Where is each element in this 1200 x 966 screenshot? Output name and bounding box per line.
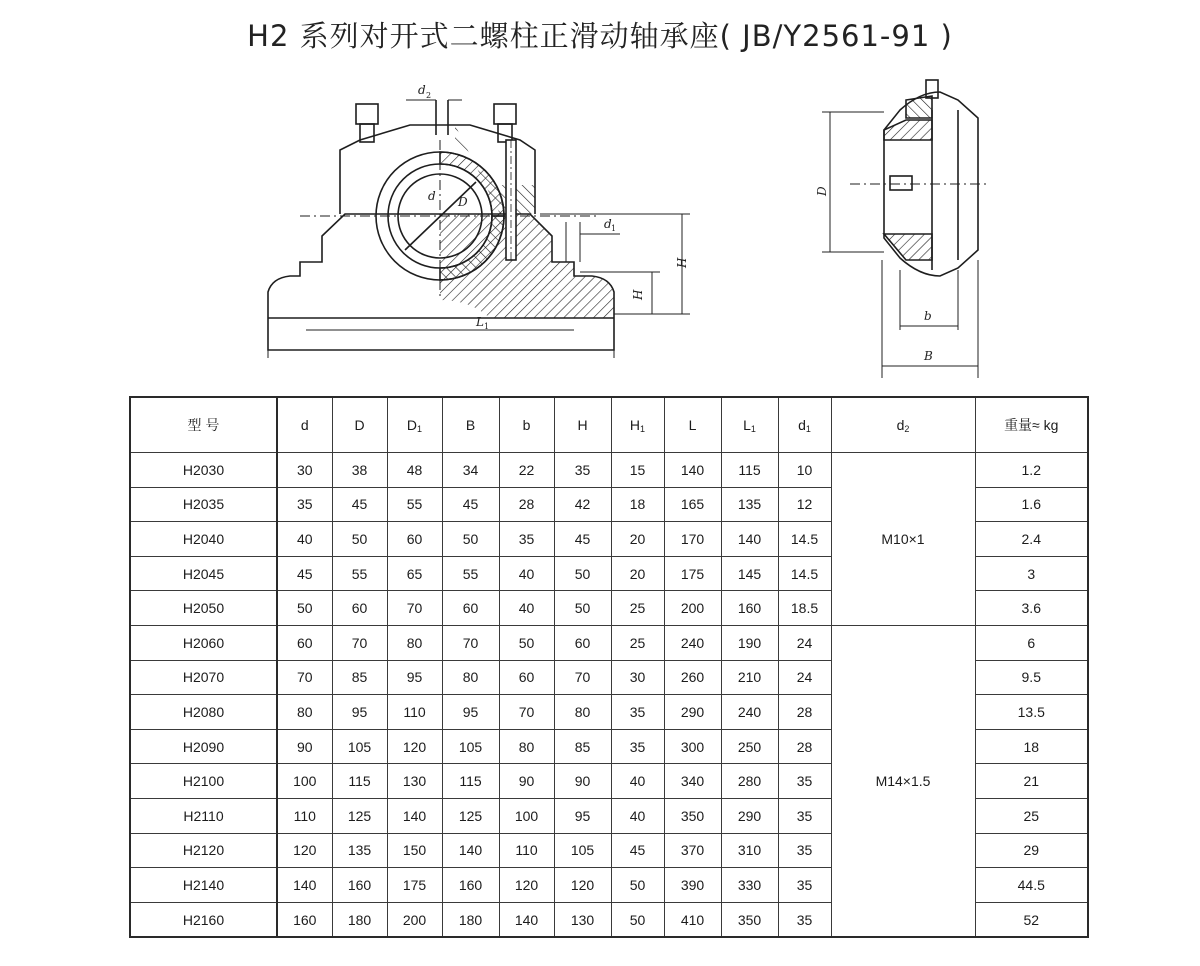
value-cell: 35 — [778, 833, 831, 868]
table-body — [130, 397, 1088, 937]
value-cell: 38 — [332, 453, 387, 488]
value-cell: 95 — [442, 695, 499, 730]
value-cell: 250 — [721, 729, 778, 764]
value-cell: 80 — [554, 695, 611, 730]
value-cell: 35 — [277, 487, 332, 522]
value-cell: 330 — [721, 868, 778, 903]
value-cell: 100 — [499, 798, 554, 833]
value-cell: 30 — [611, 660, 664, 695]
value-cell: 12 — [778, 487, 831, 522]
value-cell: 125 — [332, 798, 387, 833]
value-cell: 60 — [332, 591, 387, 626]
value-cell: 30 — [277, 453, 332, 488]
model-cell: H2035 — [130, 487, 277, 522]
value-cell: 25 — [611, 625, 664, 660]
value-cell: 340 — [664, 764, 721, 799]
column-header: $L_1$ — [721, 397, 778, 453]
value-cell: 390 — [664, 868, 721, 903]
model-cell: H2110 — [130, 798, 277, 833]
model-cell: H2120 — [130, 833, 277, 868]
d2-thread-cell: M10×1 — [831, 453, 975, 626]
value-cell: 95 — [554, 798, 611, 833]
svg-text:1: 1 — [484, 322, 490, 331]
specification-table — [129, 396, 1089, 938]
value-cell: 50 — [554, 556, 611, 591]
value-cell: 410 — [664, 902, 721, 937]
value-cell: 55 — [387, 487, 442, 522]
weight-cell: 2.4 — [975, 522, 1088, 557]
column-header: d — [277, 397, 332, 453]
value-cell: 95 — [332, 695, 387, 730]
value-cell: 60 — [277, 625, 332, 660]
value-cell: 34 — [442, 453, 499, 488]
column-header: $H_1$ — [611, 397, 664, 453]
value-cell: 35 — [778, 902, 831, 937]
value-cell: 120 — [554, 868, 611, 903]
weight-cell: 1.6 — [975, 487, 1088, 522]
column-header: L — [664, 397, 721, 453]
value-cell: 115 — [442, 764, 499, 799]
value-cell: 24 — [778, 660, 831, 695]
column-header: H — [554, 397, 611, 453]
svg-text:H: H — [675, 257, 689, 268]
value-cell: 110 — [387, 695, 442, 730]
value-cell: 70 — [499, 695, 554, 730]
value-cell: 105 — [442, 729, 499, 764]
value-cell: 70 — [332, 625, 387, 660]
value-cell: 135 — [332, 833, 387, 868]
value-cell: 145 — [721, 556, 778, 591]
value-cell: 20 — [611, 556, 664, 591]
value-cell: 290 — [664, 695, 721, 730]
value-cell: 48 — [387, 453, 442, 488]
side-view — [850, 80, 990, 276]
weight-cell: 21 — [975, 764, 1088, 799]
value-cell: 290 — [721, 798, 778, 833]
value-cell: 300 — [664, 729, 721, 764]
value-cell: 24 — [778, 625, 831, 660]
value-cell: 45 — [554, 522, 611, 557]
d2-thread-cell: M14×1.5 — [831, 625, 975, 937]
technical-drawing — [0, 60, 1200, 390]
value-cell: 28 — [778, 729, 831, 764]
column-header: 型 号 — [130, 397, 277, 453]
front-view — [268, 100, 617, 350]
value-cell: 130 — [387, 764, 442, 799]
model-cell: H2030 — [130, 453, 277, 488]
svg-text:D: D — [458, 195, 468, 209]
column-header: $d_2$ — [831, 397, 975, 453]
model-cell: H2100 — [130, 764, 277, 799]
value-cell: 120 — [277, 833, 332, 868]
value-cell: 40 — [277, 522, 332, 557]
value-cell: 35 — [778, 764, 831, 799]
weight-cell: 3 — [975, 556, 1088, 591]
column-header: $d_1$ — [778, 397, 831, 453]
value-cell: 40 — [611, 764, 664, 799]
header-row — [130, 397, 1088, 453]
svg-text:d: d — [418, 83, 426, 97]
value-cell: 45 — [611, 833, 664, 868]
value-cell: 80 — [387, 625, 442, 660]
value-cell: 350 — [664, 798, 721, 833]
model-cell: H2160 — [130, 902, 277, 937]
weight-cell: 25 — [975, 798, 1088, 833]
value-cell: 95 — [387, 660, 442, 695]
value-cell: 40 — [611, 798, 664, 833]
value-cell: 175 — [387, 868, 442, 903]
value-cell: 135 — [721, 487, 778, 522]
value-cell: 70 — [387, 591, 442, 626]
value-cell: 28 — [778, 695, 831, 730]
value-cell: 50 — [611, 868, 664, 903]
value-cell: 90 — [277, 729, 332, 764]
value-cell: 35 — [499, 522, 554, 557]
value-cell: 120 — [499, 868, 554, 903]
value-cell: 35 — [611, 695, 664, 730]
svg-text:d: d — [604, 217, 612, 231]
value-cell: 50 — [442, 522, 499, 557]
value-cell: 350 — [721, 902, 778, 937]
value-cell: 40 — [499, 556, 554, 591]
svg-text:B: B — [924, 349, 933, 363]
column-header: B — [442, 397, 499, 453]
value-cell: 140 — [277, 868, 332, 903]
value-cell: 240 — [664, 625, 721, 660]
value-cell: 120 — [387, 729, 442, 764]
value-cell: 80 — [442, 660, 499, 695]
value-cell: 28 — [499, 487, 554, 522]
model-cell: H2060 — [130, 625, 277, 660]
value-cell: 90 — [499, 764, 554, 799]
value-cell: 150 — [387, 833, 442, 868]
model-cell: H2050 — [130, 591, 277, 626]
value-cell: 140 — [664, 453, 721, 488]
column-header: b — [499, 397, 554, 453]
weight-cell: 9.5 — [975, 660, 1088, 695]
weight-cell: 18 — [975, 729, 1088, 764]
value-cell: 180 — [332, 902, 387, 937]
value-cell: 160 — [721, 591, 778, 626]
model-cell: H2080 — [130, 695, 277, 730]
svg-text:H: H — [631, 289, 645, 300]
value-cell: 22 — [499, 453, 554, 488]
weight-cell: 44.5 — [975, 868, 1088, 903]
value-cell: 310 — [721, 833, 778, 868]
value-cell: 35 — [778, 798, 831, 833]
value-cell: 170 — [664, 522, 721, 557]
value-cell: 80 — [277, 695, 332, 730]
value-cell: 85 — [554, 729, 611, 764]
value-cell: 130 — [554, 902, 611, 937]
value-cell: 105 — [554, 833, 611, 868]
value-cell: 42 — [554, 487, 611, 522]
value-cell: 40 — [499, 591, 554, 626]
value-cell: 115 — [332, 764, 387, 799]
value-cell: 140 — [499, 902, 554, 937]
value-cell: 140 — [721, 522, 778, 557]
model-cell: H2070 — [130, 660, 277, 695]
value-cell: 18.5 — [778, 591, 831, 626]
value-cell: 25 — [611, 591, 664, 626]
page-title: H2 系列对开式二螺柱正滑动轴承座( JB/Y2561-91 ) — [247, 19, 953, 53]
weight-cell: 1.2 — [975, 453, 1088, 488]
value-cell: 45 — [332, 487, 387, 522]
value-cell: 60 — [387, 522, 442, 557]
value-cell: 160 — [277, 902, 332, 937]
value-cell: 55 — [332, 556, 387, 591]
value-cell: 50 — [611, 902, 664, 937]
value-cell: 15 — [611, 453, 664, 488]
value-cell: 50 — [332, 522, 387, 557]
value-cell: 35 — [611, 729, 664, 764]
value-cell: 50 — [499, 625, 554, 660]
value-cell: 20 — [611, 522, 664, 557]
value-cell: 125 — [442, 798, 499, 833]
svg-text:L: L — [476, 315, 484, 329]
value-cell: 18 — [611, 487, 664, 522]
model-cell: H2140 — [130, 868, 277, 903]
value-cell: 140 — [442, 833, 499, 868]
column-header: D — [332, 397, 387, 453]
value-cell: 240 — [721, 695, 778, 730]
value-cell: 175 — [664, 556, 721, 591]
value-cell: 160 — [442, 868, 499, 903]
svg-text:d: d — [428, 189, 436, 203]
value-cell: 35 — [554, 453, 611, 488]
model-cell: H2045 — [130, 556, 277, 591]
value-cell: 370 — [664, 833, 721, 868]
value-cell: 14.5 — [778, 556, 831, 591]
svg-text:1: 1 — [611, 224, 617, 233]
value-cell: 260 — [664, 660, 721, 695]
model-cell: H2090 — [130, 729, 277, 764]
value-cell: 55 — [442, 556, 499, 591]
value-cell: 160 — [332, 868, 387, 903]
value-cell: 140 — [387, 798, 442, 833]
table-row — [130, 453, 1088, 488]
value-cell: 35 — [778, 868, 831, 903]
value-cell: 210 — [721, 660, 778, 695]
value-cell: 14.5 — [778, 522, 831, 557]
svg-text:2: 2 — [426, 91, 432, 100]
weight-cell: 6 — [975, 625, 1088, 660]
value-cell: 115 — [721, 453, 778, 488]
value-cell: 180 — [442, 902, 499, 937]
value-cell: 85 — [332, 660, 387, 695]
value-cell: 200 — [387, 902, 442, 937]
svg-text:b: b — [924, 309, 932, 323]
value-cell: 65 — [387, 556, 442, 591]
value-cell: 105 — [332, 729, 387, 764]
column-header: $D_1$ — [387, 397, 442, 453]
value-cell: 110 — [277, 798, 332, 833]
value-cell: 45 — [442, 487, 499, 522]
value-cell: 200 — [664, 591, 721, 626]
value-cell: 60 — [442, 591, 499, 626]
value-cell: 50 — [554, 591, 611, 626]
value-cell: 165 — [664, 487, 721, 522]
value-cell: 60 — [499, 660, 554, 695]
value-cell: 280 — [721, 764, 778, 799]
value-cell: 45 — [277, 556, 332, 591]
value-cell: 10 — [778, 453, 831, 488]
column-header: 重量≈ kg — [975, 397, 1088, 453]
weight-cell: 13.5 — [975, 695, 1088, 730]
value-cell: 190 — [721, 625, 778, 660]
value-cell: 60 — [554, 625, 611, 660]
value-cell: 70 — [277, 660, 332, 695]
weight-cell: 52 — [975, 902, 1088, 937]
value-cell: 90 — [554, 764, 611, 799]
value-cell: 100 — [277, 764, 332, 799]
weight-cell: 29 — [975, 833, 1088, 868]
weight-cell: 3.6 — [975, 591, 1088, 626]
model-cell: H2040 — [130, 522, 277, 557]
table-row — [130, 625, 1088, 660]
value-cell: 70 — [554, 660, 611, 695]
value-cell: 50 — [277, 591, 332, 626]
svg-text:D: D — [815, 186, 829, 196]
value-cell: 80 — [499, 729, 554, 764]
value-cell: 70 — [442, 625, 499, 660]
value-cell: 110 — [499, 833, 554, 868]
